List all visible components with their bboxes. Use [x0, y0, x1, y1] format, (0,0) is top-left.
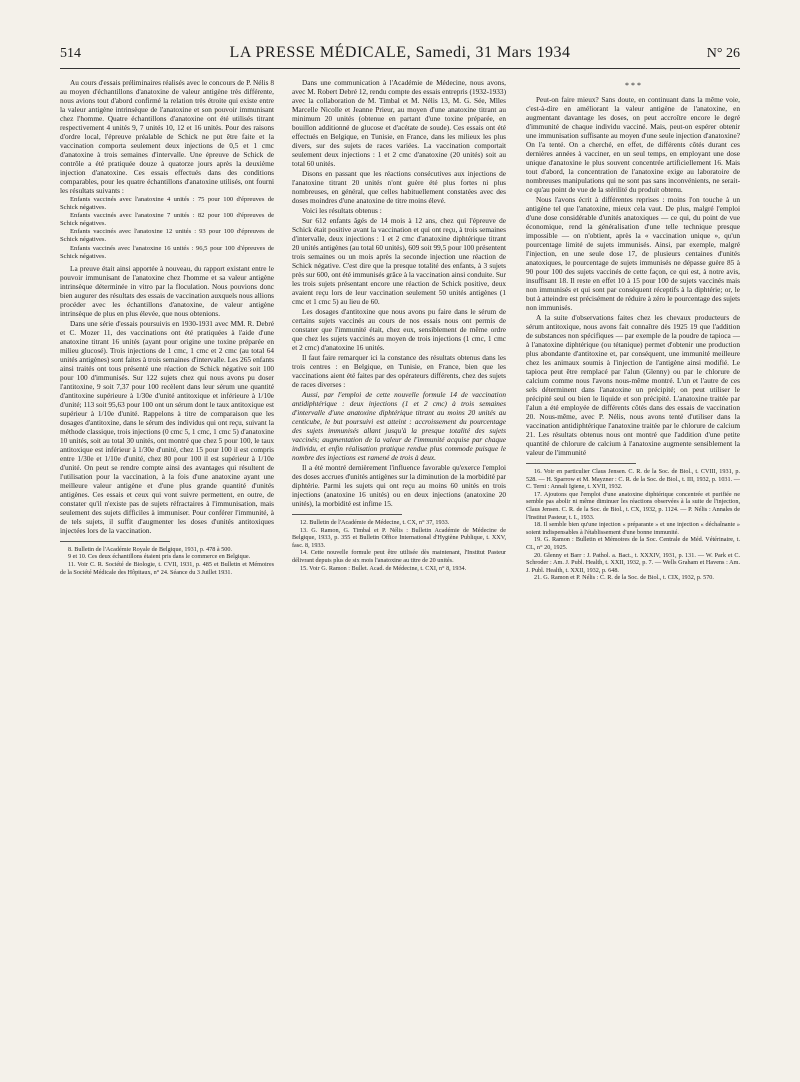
paragraph: Sur 612 enfants âgés de 14 mois à 12 ans, chez qui l'épreuve de Schick était positive avant la vaccination et qui ont reçu, à trois semaines d'intervalle, deux injections : 1 et 2 cmc d'anatoxine diphtérique titrant 20 unités antigènes (au total 60 unités), 609 soit 99,5 pour 100 présentent trois semaines ou un mois après la seconde injection une réaction de Schick négative. C'est dire que la presque totalité des enfants, à 3 sujets près sur 600, ont été immunisés grâce à la vaccination ainsi conduite. Sur les trois sujets présentant encore une réaction de Schick positive, deux avaient reçu lors de leur vaccination seulement 50 unités antigènes (1 cmc et 1 cmc 5) au lieu de 60.	[292, 216, 506, 306]
footnotes	[60, 546, 274, 576]
paragraph: Nous l'avons écrit à différentes reprises : moins l'on touche à un antigène tel que l'anatoxine, mieux cela vaut. De plus, malgré l'emploi d'une dose considérable d'unités anatoxiques — ce qui, du point de vue économique, rend la généralisation d'une telle technique presque impossible — on n'obtient, après la « vaccination unique », qu'un pourcentage limité de sujets immunisés. Ainsi, par exemple, malgré l'injection, en une seule dose 17, de plusieurs centaines d'unités anatoxiques, le pourcentage de sujets immunisés ne dépasse guère 85 à 90 pour 100 des sujets vaccinés de cette façon, ce qui est, à notre avis, insuffisant 18. Il reste en effet 10 à 15 pour 100 de sujets vaccinés mais non immunisés et qui sont par conséquent réceptifs à la diphtérie; or, le but à atteindre est précisément de réduire à zéro le pourcentage des sujets non immunisés.	[526, 195, 740, 312]
footnote: 9 et 10. Ces deux échantillons étaient pris dans le commerce en Belgique.	[68, 553, 251, 561]
paragraph: A la suite d'observations faites chez les chevaux producteurs de sérum antitoxique, nous avons fait connaître dès 1925 19 que l'addition de substances non spécifiques — par exemple de la poudre de tapioca — à l'anatoxine diphtérique (ou tétanique) permet d'obtenir une production plus abondante d'antitoxine et, par conséquent, une immunité meilleure chez les animaux soumis à l'injection de l'antigène ainsi modifié. Le tapioca peut être remplacé par l'alun (Glenny) ou par le chlorure de calcium comme nous l'avons nous-même montré. L'un et l'autre de ces sels déterminent dans l'anatoxine un précipité; on peut utiliser le précipité seul ou bien le liquide et son précipité. L'anatoxine traitée par l'alun a été employée de différents côtés dans des essais de vaccination 20. Nous-même, avec P. Nélis, nous avons tenté d'utiliser dans la vaccination antidiphtérique l'anatoxine traitée par le chlorure de calcium 21. Les résultats obtenus nous ont montré que l'addition d'une petite quantité de chlorure de calcium à l'anatoxine augmente sensiblement la valeur de l'immunité	[526, 313, 740, 457]
paragraph: Dans une communication à l'Académie de Médecine, nous avons, avec M. Robert Debré 12, rendu compte des essais entrepris (1932-1933) avec la collaboration de M. Timbal et M. Nélis 13, M. G. Sée, Mlles Marcelle Nicolle et Jeanne Prieur, au moyen d'une anatoxine titrant au minimum 20 unités (obtenue en partant d'une toxine préparée, en bouillon additionné de glucose et d'acétate de soude). Ces essais ont été effectués en Belgique, en Tunisie, en France, dans les milieux les plus divers, sur des sujets de races variées. La vaccination comportait seulement deux injections : 1 et 2 cmc d'anatoxine (20 unités) soit au total 60 unités.	[292, 78, 506, 168]
footnote: 15. Voir G. Ramon : Bullet. Acad. de Médecine, t. CXI, n° 8, 1934.	[300, 564, 467, 572]
footnote: 19. G. Ramon : Bulletin et Mémoires de la Soc. Centrale de Méd. Vétérinaire, t. CL, n° 20, 1925.	[526, 536, 740, 551]
paragraph: Disons en passant que les réactions consécutives aux injections de l'anatoxine titrant 20 unités n'ont guère été plus fortes ni plus nombreuses, en général, que celles habituellement constatées avec des doses moindres d'une anatoxine de titre moins élevé.	[292, 169, 506, 205]
page-number: 514	[60, 46, 81, 61]
issue-number: N° 26	[706, 46, 740, 61]
footnote: 8. Bulletin de l'Académie Royale de Belgique, 1931, p. 478 à 500.	[68, 545, 233, 553]
result-line: Enfants vaccinés avec l'anatoxine 16 unités : 96,5 pour 100 d'épreuves de Schick négatives.	[60, 244, 274, 260]
column-3	[526, 78, 740, 1068]
italic-paragraph: Aussi, par l'emploi de cette nouvelle formule 14 de vaccination antidiphtérique : deux injections (1 et 2 cmc) à trois semaines d'intervalle d'une anatoxine diphtérique titrant au moins 20 unités au centicube, le but poursuivi est atteint : accroissement du pourcentage des sujets immunisés allant jusqu'à la presque totalité des sujets vaccinés; augmentation de la valeur de l'immunité acquise par chaque individu, et enfin réalisation pratique rendue plus commode puisque le nombre des injections est ramené de trois à deux.	[292, 390, 506, 462]
footnote: 16. Voir en particulier Claus Jensen. C. R. de la Soc. de Biol., t. CVIII, 1931, p. 528. — H. Sparrow et M. Mayzner : C. R. de la Soc. de Biol., t. III, 1932, p. 1031. — C. Terni : Annali Igiene, t. XVII, 1932.	[526, 468, 740, 491]
page-header	[60, 46, 740, 69]
result-line: Enfants vaccinés avec l'anatoxine 4 unités : 75 pour 100 d'épreuves de Schick négatives.	[60, 196, 274, 212]
footnote: 21. G. Ramon et P. Nélis : C. R. de la Soc. de Biol., t. CIX, 1932, p. 570.	[534, 574, 714, 582]
result-line: Enfants vaccinés avec l'anatoxine 7 unités : 82 pour 100 d'épreuves de Schick négatives.	[60, 212, 274, 228]
footnotes	[292, 519, 506, 572]
paragraph: Il a été montré dernièrement l'influence favorable qu'exerce l'emploi des doses accrues d'unités antigènes sur la diminution de la morbidité par diphtérie. Parmi les sujets qui ont reçu au moins 60 unités en trois injections (anatoxine 16 unités) ou en deux injections (anatoxine 20 unités), la morbidité est infime 15.	[292, 463, 506, 508]
column-1	[60, 78, 274, 1068]
footnote-rule	[292, 514, 402, 515]
footnote: 11. Voir C. R. Société de Biologie, t. CVII, 1931, p. 485 et Bulletin et Mémoires de la Société Médicale des Hôpitaux, n° 24. Séance du 3 Juillet 1931.	[60, 560, 274, 576]
journal-title: LA PRESSE MÉDICALE, Samedi, 31 Mars 1934	[229, 44, 571, 61]
footnote: 17. Ajoutons que l'emploi d'une anatoxine diphtérique concentrée et purifiée ne semble pas abolir ni même diminuer les réactions observées à la suite de l'injection, Claus Jensen. C. R. de la Soc. de Biol., t. CX, 1932, p. 1124. — P. Nélis : Annales de l'Institut Pasteur, t. I., 1933.	[526, 490, 740, 521]
paragraph: Peut-on faire mieux? Sans doute, en continuant dans la même voie, c'est-à-dire en améliorant la valeur antigène de l'anatoxine, en augmentant davantage les doses, on peut accroître encore le degré d'immunité de chaque individu vacciné. Mais, peut-on espérer obtenir une immunisation suffisante au moyen d'une seule injection d'anatoxine? On l'a tenté. On a cherché, en effet, de différents côtés durant ces dernières années à vacciner, en un seul temps, en employant une dose unique d'anatoxine le plus souvent concentrée artificiellement 16. Mais tout d'abord, la concentration de l'anatoxine exige au laboratoire de nombreuses manipulations qui ne sont pas sans inconvénients, ne serait-ce qu'au point de vue de la stérilité du produit obtenu.	[526, 95, 740, 194]
paragraph: Dans une série d'essais poursuivis en 1930-1931 avec MM. R. Debré et C. Mozer 11, des vaccinations ont été pratiquées à l'aide d'une anatoxine titrant 16 unités (ayant pour origine une toxine préparée en milieu glucosé). Trois injections de 1 cmc, 1 cmc et 2 cmc (au total 64 unités antigènes) sont faites à trois semaines d'intervalle. Les 265 enfants ainsi traités ont tous présenté une réaction de Schick négative soit 100 pour 100 d'immunisés. Sur 122 sujets chez qui nous avons pu doser l'antitoxine, 9 soit 7,37 pour 100 recèlent dans leur sérum une quantité d'antitoxine supérieure à 1/30e d'unité antitoxique et inférieure à 1/10e d'unité; 113 soit 95,63 pour 100 ont un sérum dont le taux antitoxique est supérieur à 1/10e d'unité. Rappelons à titre de comparaison que les dosages d'antitoxine, dans le sérum des individus qui ont reçu, suivant la méthode classique, trois injections (0 cmc 5, 1 cmc, 1 cmc 5) d'anatoxine 10 unités, soit au total 30 unités, ont montré que chez 5 pour 100, le taux antitoxique est inférieur à 1/30e d'unité, chez 15 pour 100 il est compris entre 1/30e et 1/10e d'unité, chez 80 pour 100 il est supérieur à 1/10e d'unité. On peut se rendre compte ainsi des avantages qui résultent de l'utilisation pour la vaccination, à la fois d'une anatoxine ayant une meilleure valeur antigène et d'une plus grande quantité d'unités antigènes. Ces essais et ceux qui vont suivre permettent, en outre, de constater qu'il n'existe pas de sujets réfractaires à l'immunisation, mais seulement des sujets difficiles à immuniser. Pour conférer l'immunité, à de tels sujets, il suffit d'augmenter les doses d'unités antitoxiques injectées lors de la vaccination.	[60, 318, 274, 535]
paragraph: Il faut faire remarquer ici la constance des résultats obtenus dans les trois centres : en Belgique, en Tunisie, en France, bien que les vaccinations aient été faites par des opérateurs différents, chez des sujets de races diverses :	[292, 353, 506, 389]
section-separator: * * *	[625, 81, 641, 90]
footnote: 14. Cette nouvelle formule peut être utilisée dès maintenant, l'Institut Pasteur délivrant depuis plus de six mois l'anatoxine au titre de 20 unités.	[292, 549, 506, 564]
footnote: 12. Bulletin de l'Académie de Médecine, t. CX, n° 37, 1933.	[300, 519, 450, 526]
paragraph: Voici les résultats obtenus :	[302, 206, 382, 215]
footnote: 13. G. Ramon, G. Timbal et P. Nélis : Bulletin Académie de Médecine de Belgique, 1933, p. 355 et Bulletin Office International d'Hygiène Publique, t. XXV, fasc. 8, 1933.	[292, 526, 506, 549]
footnote-rule	[526, 463, 636, 464]
footnotes	[526, 468, 740, 582]
footnote: 20. Glenny et Barr : J. Pathol. a. Bact., t. XXXIV, 1931, p. 131. — W. Park et C. Schroder : Am. J. Publ. Health, t. XXII, 1932, p. 7. — Wells Graham et Havens : Am. J. Publ. Health, t. XXII, 1932, p. 648.	[526, 551, 740, 574]
footnote-rule	[60, 541, 170, 542]
paragraph: Les dosages d'antitoxine que nous avons pu faire dans le sérum de certains sujets vaccinés au cours de nos essais nous ont permis de constater que l'immunité était, chez eux, sensiblement de même ordre que chez les sujets vaccinés au moyen de trois injections (1 cmc, 1 cmc et 2 cmc) d'anatoxine 16 unités.	[292, 307, 506, 352]
column-2	[292, 78, 506, 1068]
paragraph: La preuve était ainsi apportée à nouveau, du rapport existant entre le pouvoir immunisant de l'anatoxine chez l'homme et sa valeur antigène intrinsèque déterminée in vitro par la floculation. Nous pouvions donc bien augurer des résultats des essais de vaccination auxquels nous allions procéder avec les échantillons d'anatoxine, de valeur antigène intrinsèque de plus en plus élevée, que nous obtenions.	[60, 263, 274, 318]
result-line: Enfants vaccinés avec l'anatoxine 12 unités : 93 pour 100 d'épreuves de Schick négatives.	[60, 228, 274, 244]
footnote: 18. Il semble bien qu'une injection « préparante » et une injection « déchaînante » soient indispensables à l'établissement d'une bonne immunité.	[526, 521, 740, 536]
paragraph: Au cours d'essais préliminaires réalisés avec le concours de P. Nélis 8 au moyen d'échantillons d'anatoxine de valeur antigène très différente, nous avions tout d'abord confirmé la relation très étroite qui existe entre la valeur antigène intrinsèque de l'anatoxine et son pouvoir immunisant chez l'homme. Quatre échantillons d'anatoxine ont été utilisés titrant respectivement 4 unités 9, 7 unités 10, 12 et 16 unités. Pour des raisons d'ordre local, l'épreuve préalable de Schick ne put être faite et la vaccination comporta seulement deux injections de 0,5 et 1 cmc d'anatoxine à trois semaines d'intervalle. Une épreuve de Schick de contrôle a été pratiquée douze à quatorze jours après la deuxième injection d'anatoxine. Ces essais effectués dans des conditions comparables, pour les quatre échantillons d'anatoxine utilisés, ont fourni les résultats suivants :	[60, 78, 274, 195]
